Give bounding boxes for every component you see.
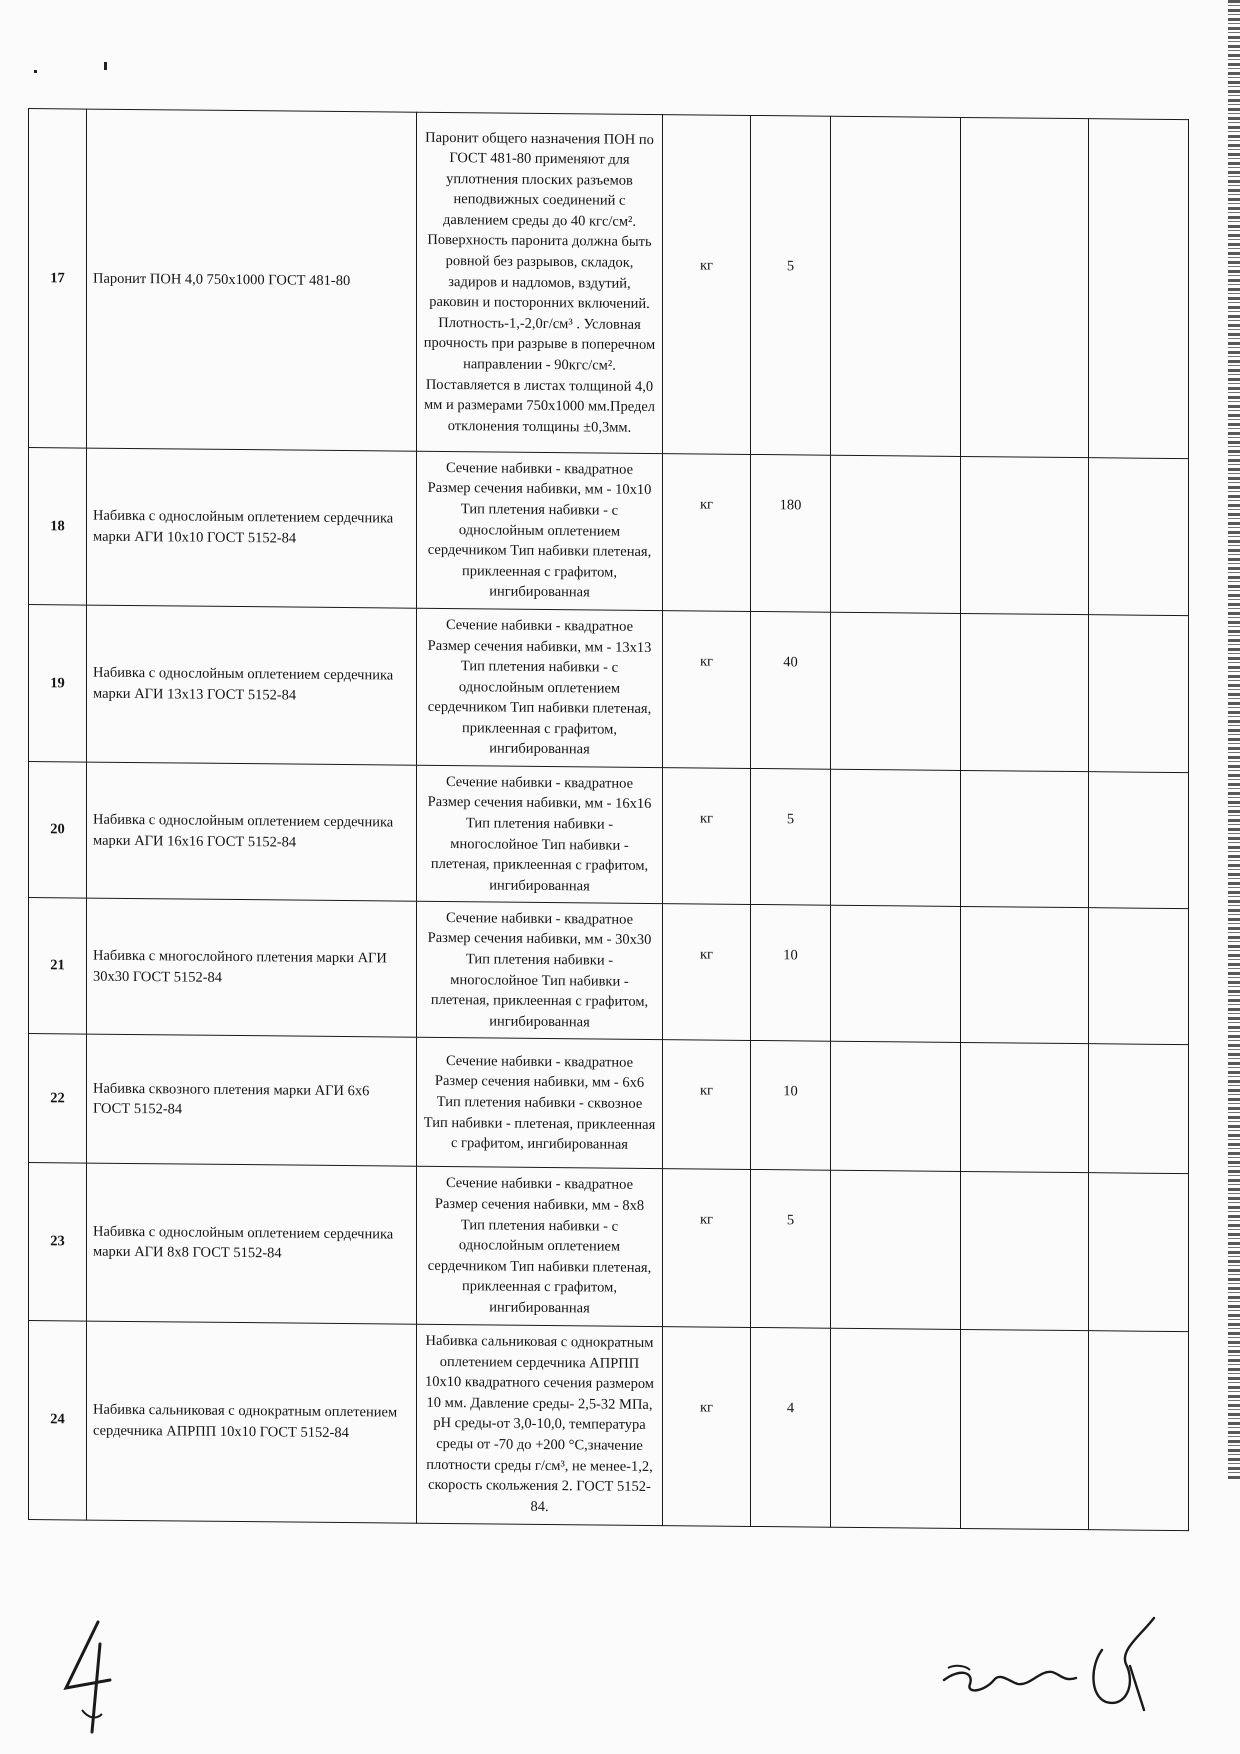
empty-cell — [961, 1043, 1089, 1174]
scan-edge-strip — [1228, 0, 1240, 1480]
item-name: Набивка с однослойным оплетением сердечника марки АГИ 10х10 ГОСТ 5152-84 — [87, 448, 417, 608]
item-name: Набивка сквозного плетения марки АГИ 6х6 ГОСТ 5152-84 — [87, 1034, 417, 1167]
empty-cell — [961, 1172, 1089, 1330]
row-number: 18 — [29, 447, 87, 605]
unit-cell: кг — [663, 611, 751, 769]
unit-cell: кг — [663, 115, 751, 455]
item-description: Сечение набивки - квадратное Размер сечения набивки, мм - 16х16 Тип плетения набивки - многослойное Тип набивки - плетеная, приклеенная с графитом, ингибированная — [417, 765, 663, 903]
table-row — [29, 762, 1189, 909]
unit-cell: кг — [663, 1326, 751, 1526]
empty-cell — [1089, 119, 1189, 459]
unit-cell: кг — [663, 1169, 751, 1327]
empty-cell — [1089, 1330, 1189, 1530]
row-number: 21 — [29, 898, 87, 1035]
item-description: Сечение набивки - квадратное Размер сечения набивки, мм - 6х6 Тип плетения набивки - сквозное Тип набивки - плетеная, приклеенная с графитом, ингибированная — [417, 1037, 663, 1169]
table-row — [29, 604, 1189, 772]
item-name: Набивка с многослойного плетения марки АГИ 30х30 ГОСТ 5152-84 — [87, 898, 417, 1037]
empty-cell — [831, 116, 961, 456]
handwritten-signature — [940, 1610, 1180, 1720]
item-name: Набивка с однослойным оплетением сердечника марки АГИ 13х13 ГОСТ 5152-84 — [87, 605, 417, 765]
unit-cell: кг — [663, 1040, 751, 1170]
empty-cell — [961, 613, 1089, 771]
item-name: Набивка с однослойным оплетением сердечника марки АГИ 8х8 ГОСТ 5152-84 — [87, 1163, 417, 1323]
row-number: 24 — [29, 1320, 87, 1520]
scan-speck — [104, 62, 107, 70]
empty-cell — [961, 456, 1089, 614]
empty-cell — [831, 769, 961, 906]
procurement-table — [28, 108, 1189, 1531]
table-row — [29, 1320, 1189, 1531]
table-row — [29, 1163, 1189, 1331]
row-number: 20 — [29, 762, 87, 899]
quantity-cell: 5 — [751, 768, 831, 905]
quantity-cell: 10 — [751, 904, 831, 1041]
item-description: Сечение набивки - квадратное Размер сечения набивки, мм - 10х10 Тип плетения набивки - с однослойным оплетением сердечником Тип набивки плетеная, приклеенная с графитом, ингибированная — [417, 451, 663, 610]
unit-cell: кг — [663, 768, 751, 905]
unit-cell: кг — [663, 453, 751, 611]
item-description: Сечение набивки - квадратное Размер сечения набивки, мм - 30х30 Тип плетения набивки - многослойное Тип набивки - плетеная, приклеенная с графитом, ингибированная — [417, 901, 663, 1039]
item-description: Паронит общего назначения ПОН по ГОСТ 481-80 применяют для уплотнения плоских разъемов неподвижных соединений с давлением среды до 40 кгс/см². Поверхность паронита должна быть ровной без разрывов, складок, задиров и надломов, вздутий, раковин и посторонних включений. Плотность-1,-2,0г/см³ . Условная прочность при разрыве в поперечном направлении - 90кгс/см². Поставляется в листах толщиной 4,0 мм и размерами 750х1000 мм.Предел отклонения толщины ±0,3мм. — [417, 112, 663, 453]
quantity-cell: 180 — [751, 454, 831, 612]
empty-cell — [1089, 772, 1189, 909]
item-description: Набивка сальниковая с однократным оплетением сердечника АПРПП 10х10 квадратного сечения размером 10 мм. Давление среды- 2,5-32 МПа, pH среды-от 3,0-10,0, температура среды от -70 до +200 °С,значение плотности среды г/см³, не менее-1,2, скорость скольжения 2. ГОСТ 5152-84. — [417, 1324, 663, 1526]
row-number: 23 — [29, 1163, 87, 1321]
item-name: Паронит ПОН 4,0 750х1000 ГОСТ 481-80 — [87, 109, 417, 451]
item-name: Набивка сальниковая с однократным оплетением сердечника АПРПП 10х10 ГОСТ 5152-84 — [87, 1321, 417, 1524]
unit-cell: кг — [663, 904, 751, 1041]
row-number: 19 — [29, 604, 87, 762]
row-number: 17 — [29, 109, 87, 448]
quantity-cell: 5 — [751, 115, 831, 455]
empty-cell — [831, 905, 961, 1042]
empty-cell — [961, 1329, 1089, 1530]
quantity-cell: 4 — [751, 1327, 831, 1527]
empty-cell — [831, 1041, 961, 1172]
quantity-cell: 5 — [751, 1170, 831, 1328]
empty-cell — [1089, 615, 1189, 773]
empty-cell — [961, 907, 1089, 1044]
empty-cell — [831, 1328, 961, 1529]
empty-cell — [1089, 908, 1189, 1045]
empty-cell — [831, 612, 961, 770]
table-row — [29, 109, 1189, 459]
scan-speck — [34, 70, 37, 73]
empty-cell — [1089, 1044, 1189, 1174]
table-row — [29, 898, 1189, 1045]
quantity-cell: 10 — [751, 1040, 831, 1170]
empty-cell — [831, 1171, 961, 1329]
empty-cell — [961, 117, 1089, 457]
empty-cell — [1089, 1173, 1189, 1331]
row-number: 22 — [29, 1034, 87, 1164]
item-description: Сечение набивки - квадратное Размер сечения набивки, мм - 8х8 Тип плетения набивки - с однослойным оплетением сердечником Тип набивки плетеная, приклеенная с графитом, ингибированная — [417, 1167, 663, 1326]
item-name: Набивка с однослойным оплетением сердечника марки АГИ 16х16 ГОСТ 5152-84 — [87, 762, 417, 901]
empty-cell — [1089, 457, 1189, 615]
empty-cell — [961, 771, 1089, 908]
table-row — [29, 447, 1189, 615]
empty-cell — [831, 455, 961, 613]
table-row — [29, 1034, 1189, 1174]
quantity-cell: 40 — [751, 611, 831, 769]
handwritten-initial-mark — [52, 1614, 132, 1744]
item-description: Сечение набивки - квадратное Размер сечения набивки, мм - 13х13 Тип плетения набивки - с однослойным оплетением сердечником Тип набивки плетеная, приклеенная с графитом, ингибированная — [417, 608, 663, 767]
